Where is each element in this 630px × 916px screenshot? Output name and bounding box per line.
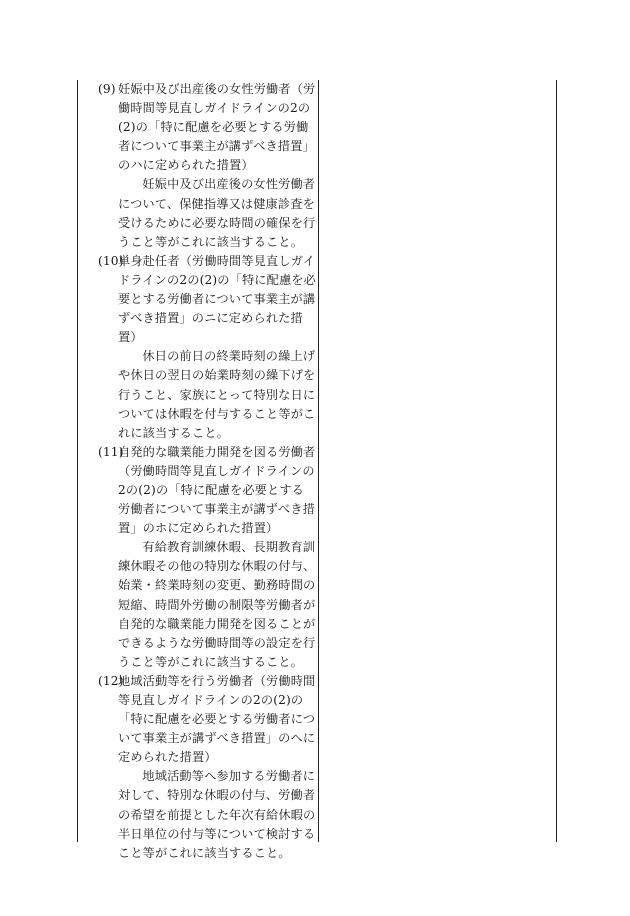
item-number: (9)	[98, 82, 116, 96]
left-column-text	[98, 80, 316, 863]
table-right-border	[556, 80, 557, 842]
list-item-12	[98, 672, 316, 863]
item-heading	[98, 80, 316, 175]
list-item-11	[98, 443, 316, 672]
list-item-10	[98, 252, 316, 443]
item-body-text: 有給教育訓練休暇、長期教育訓練休暇その他の特別な休暇の付与、始業・終業時刻の変更、勤務時間の短縮、時間外労働の制限等労働者が自発的な職業能力開発を図ることができるような労働時間等の設定を行うこと等がこれに該当すること。	[118, 540, 316, 669]
item-heading-text: 自発的な職業能力開発を図る労働者（労働時間等見直しガイドラインの2の(2)の「特に配慮を必要とする労働者について事業主が講ずべき措置」のホに定められた措置）	[118, 444, 316, 536]
item-body-text: 妊娠中及び出産後の女性労働者について、保健指導又は健康診査を受けるために必要な時間の確保を行うこと等がこれに該当すること。	[118, 177, 316, 249]
item-heading	[98, 252, 316, 347]
item-heading-text: 単身赴任者（労働時間等見直しガイドラインの2の(2)の「特に配慮を必要とする労働者について事業主が講ずべき措置」のニに定められた措置）	[118, 253, 316, 345]
item-heading-text: 妊娠中及び出産後の女性労働者（労働時間等見直しガイドラインの2の(2)の「特に配慮を必要とする労働者について事業主が講ずべき措置」のハに定められた措置）	[118, 82, 316, 173]
item-heading	[98, 443, 316, 538]
item-body-text: 休日の前日の終業時刻の繰上げや休日の翌日の始業時刻の繰下げを行うこと、家族にとって特別な日については休暇を付与すること等がこれに該当すること。	[118, 349, 316, 440]
item-number: (12)	[98, 673, 124, 688]
table-column-divider	[318, 80, 319, 842]
item-number: (10)	[98, 253, 124, 268]
item-heading-text: 地域活動等を行う労働者（労働時間等見直しガイドラインの2の(2)の「特に配慮を必要とする労働者について事業主が講ずべき措置」のヘに定められた措置）	[118, 673, 316, 765]
item-body-text: 地域活動等へ参加する労働者に対して、特別な休暇の付与、労働者の希望を前提とした年次有給休暇の半日単位の付与等について検討すること等がこれに該当すること。	[118, 769, 316, 860]
table-left-border	[77, 80, 78, 842]
item-number: (11)	[98, 444, 124, 459]
item-heading	[98, 672, 316, 767]
list-item-9	[98, 80, 316, 252]
